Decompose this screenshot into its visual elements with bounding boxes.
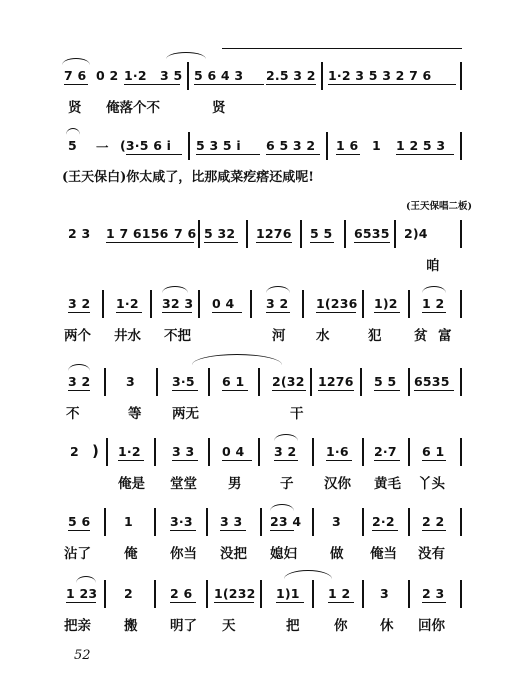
underline [422,460,446,461]
notes-row [62,368,472,396]
bar-line [206,508,208,536]
note-group: 3 [380,586,389,601]
notes-row [62,220,472,248]
bar-line [187,62,189,90]
note-group: 1·2 [124,68,147,83]
bar-line [460,508,462,536]
bar-line [362,290,364,318]
lyric: 贤 [68,100,82,116]
note-group: 1276 [256,226,292,241]
note-group: 5 32 [204,226,236,241]
lyric: 你当 [170,546,197,562]
lyric: 不把 [164,328,191,344]
note-group: 3 3 [220,514,243,529]
slur [66,128,80,135]
note-group: 6535 [354,226,390,241]
slur [162,286,188,293]
lyric: 丫头 [418,476,445,492]
underline [266,154,320,155]
bar-line [104,368,106,396]
note-group: 2 [70,444,79,459]
bar-line [460,368,462,396]
bar-line [312,508,314,536]
note-group: 7 6 [174,226,197,241]
lyrics-row [62,542,472,560]
underline [414,390,454,391]
lyrics-row [62,472,472,490]
note-group: 2(32 [272,374,305,389]
note-group: 6535 [414,374,450,389]
note-group: 2 3 [68,226,91,241]
note-group: 1 6 [336,138,359,153]
note-group: 3 3 [172,444,195,459]
slur [62,58,90,65]
note-group: 1 [372,138,381,153]
underline [116,312,142,313]
lyric: 堂堂 [170,476,197,492]
note-group: 5 5 [310,226,333,241]
note-group: 1(232 [214,586,256,601]
bar-line [188,132,190,160]
note-group: 2 3 [422,586,445,601]
bar-line [208,368,210,396]
bar-line [362,438,364,466]
lyric: 子 [280,476,294,492]
bar-line [246,220,248,248]
lyrics-row [62,614,472,632]
underline [328,84,456,85]
note-group: 3 [126,374,135,389]
bar-line [460,438,462,466]
lyric: 井水 [114,328,141,344]
bar-line [106,438,108,466]
lyric: 俺落个不 [106,100,160,116]
bar-line [150,290,152,318]
bar-line [250,290,252,318]
note-group: (3·5 6 i [120,138,172,153]
notes-row [62,580,472,608]
lyric: 明了 [170,618,197,634]
bar-line [206,580,208,608]
note-group: 1276 [318,374,354,389]
lyric: 黄毛 [374,476,401,492]
lyric: 天 [222,618,236,634]
note-group: 6 1 [222,374,245,389]
note-group: 1)2 [374,296,398,311]
underline [196,154,260,155]
note-group: 3·3 [170,514,193,529]
bar-line [362,508,364,536]
note-group: 5 6 4 3 [194,68,244,83]
bar-line [460,290,462,318]
underline [266,84,316,85]
lyric: 做 [330,546,344,562]
note-group: 1 7 6156 [106,226,169,241]
notes-row [62,508,472,536]
lyric: 河 [272,328,286,344]
lyric: 俺当 [370,546,397,562]
bar-line [312,438,314,466]
lyric: 咱 [426,258,440,274]
underline [172,460,198,461]
underline [336,154,360,155]
underline [328,602,354,603]
underline [124,84,180,85]
notes-row [62,438,472,466]
bar-line [408,580,410,608]
bar-line [154,580,156,608]
lyric: 休 [380,618,394,634]
bar-line [258,368,260,396]
underline [374,390,400,391]
underline [214,602,254,603]
underline [326,460,352,461]
underline [126,154,182,155]
slur [192,354,282,365]
slur [68,364,90,371]
lyrics-row [62,96,472,114]
underline [422,530,446,531]
slur [76,576,96,583]
bar-line [460,62,462,90]
underline [68,390,90,391]
lyric: 犯 [368,328,382,344]
note-group: 3 2 [274,444,297,459]
underline [204,242,238,243]
bar-line [302,290,304,318]
section-annotation: (王天保唱二板) [406,201,472,212]
lyric: 贤 [212,100,226,116]
bar-line [408,508,410,536]
note-group: 5 5 [374,374,397,389]
slur [270,504,294,511]
lyric: 把 [286,618,300,634]
lyric: 两无 [172,406,199,422]
bar-line [408,368,410,396]
underline [310,242,334,243]
lyrics-row [62,324,472,342]
lyric: 俺 [124,546,138,562]
underline [170,602,196,603]
note-group: 7 6 [64,68,87,83]
note-group: 1·6 [326,444,349,459]
note-group: 1·2 [116,296,139,311]
underline [64,84,88,85]
underline [170,530,196,531]
underline [374,460,400,461]
note-group: 3 2 [68,296,91,311]
note-group: 6 5 3 2 [266,138,316,153]
bar-line [104,580,106,608]
note-group: 一 [96,140,109,155]
bar-line [460,132,462,160]
page-number: 52 [74,648,91,663]
note-group: 2 2 [422,514,445,529]
bar-line [154,508,156,536]
tie-line [222,48,462,52]
note-group: 2·7 [374,444,397,459]
note-group: 1 2 [328,586,351,601]
underline [276,602,304,603]
bar-line [104,508,106,536]
note-group: 1·2 [118,444,141,459]
bar-line [344,220,346,248]
bar-line [156,368,158,396]
underline [270,530,294,531]
slur [266,286,290,293]
underline [222,390,248,391]
underline [272,390,306,391]
underline [256,242,292,243]
slur [274,434,298,441]
lyric: 贫 [414,328,428,344]
slur [166,52,206,59]
lyrics-row [62,402,472,420]
note-group: 1 [124,514,133,529]
lyric: 沾了 [64,546,91,562]
bar-line [360,368,362,396]
bar-line [326,132,328,160]
note-group: 1 23 [66,586,98,601]
lyric: 男 [228,476,242,492]
note-group: 0 2 [96,68,119,83]
slur [284,570,332,579]
note-group: 1)1 [276,586,300,601]
underline [372,530,398,531]
lyric: 你 [334,618,348,634]
note-group: 2·2 [372,514,395,529]
note-group: 1(236 [316,296,358,311]
underline [212,312,242,313]
lyric: 干 [290,406,304,422]
underline [68,530,90,531]
bar-line [408,290,410,318]
bar-line [300,220,302,248]
underline [316,312,356,313]
lyric: 把亲 [64,618,91,634]
note-group: 2 6 [170,586,193,601]
lyric: 等 [128,406,142,422]
note-group: 5 6 [68,514,91,529]
note-group: 0 4 [222,444,245,459]
note-group: 3 2 [68,374,91,389]
bar-line [208,438,210,466]
underline [118,460,144,461]
note-group: 23 4 [270,514,302,529]
bar-line [258,438,260,466]
note-group: 2)4 [404,226,428,241]
bar-line [312,580,314,608]
note-group: 3 [332,514,341,529]
note-group: 3·5 [172,374,195,389]
lyric: 不 [66,406,80,422]
spoken-line: (王天保白)你太咸了，比那咸菜疙瘩还咸呢! [62,170,315,185]
notes-row [62,132,472,160]
lyric: 回你 [418,618,445,634]
underline [222,460,252,461]
lyric: 媳妇 [270,546,297,562]
note-group: ) [92,442,100,460]
note-group: 2.5 3 2 [266,68,316,83]
underline [194,84,264,85]
note-group: 3 5 [160,68,183,83]
note-group: 5 3 5 i [196,138,241,153]
bar-line [198,290,200,318]
note-group: 1 2 [422,296,445,311]
notes-row [62,290,472,318]
bar-line [260,580,262,608]
underline [68,312,90,313]
underline [422,312,446,313]
bar-line [310,368,312,396]
underline [396,154,454,155]
slur [422,286,446,293]
lyric: 没有 [418,546,445,562]
underline [172,390,198,391]
bar-line [460,220,462,248]
bar-line [321,62,323,90]
bar-line [362,580,364,608]
note-group: 3 2 [266,296,289,311]
bar-line [154,438,156,466]
lyric: 水 [316,328,330,344]
underline [162,312,192,313]
bar-line [260,508,262,536]
lyric: 俺是 [118,476,145,492]
note-group: 1 2 5 3 [396,138,446,153]
underline [354,242,390,243]
notes-row [62,62,472,90]
underline [106,242,194,243]
lyric: 没把 [220,546,247,562]
lyric: 汉你 [324,476,351,492]
note-group: 1·2 3 5 3 2 7 6 [328,68,432,83]
lyric: 搬 [124,618,138,634]
bar-line [394,220,396,248]
note-group: 6 1 [422,444,445,459]
underline [266,312,290,313]
bar-line [460,580,462,608]
lyric: 两个 [64,328,91,344]
note-group: 32 3 [162,296,194,311]
bar-line [198,220,200,248]
note-group: 0 4 [212,296,235,311]
underline [318,390,354,391]
bar-line [408,438,410,466]
underline [422,602,446,603]
lyrics-row [62,254,472,272]
bar-line [102,290,104,318]
lyric: 富 [438,328,452,344]
underline [374,312,400,313]
underline [66,602,96,603]
underline [220,530,246,531]
note-group: 5 [68,138,77,153]
underline [274,460,298,461]
note-group: 2 [124,586,133,601]
